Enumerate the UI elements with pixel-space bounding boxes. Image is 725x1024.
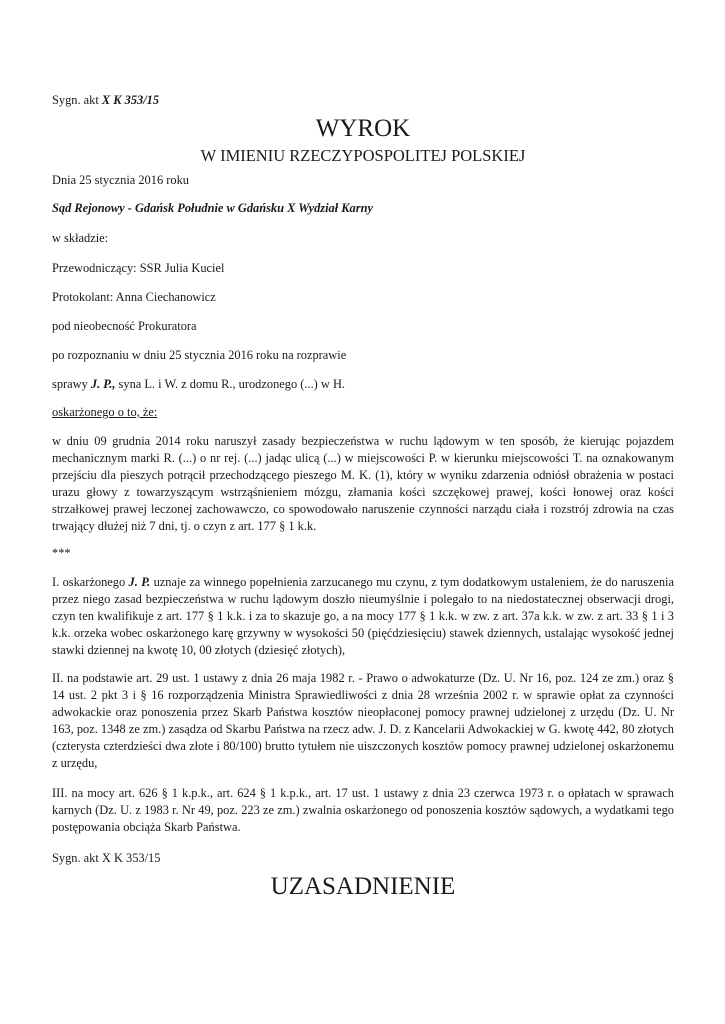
verdict-subtitle: W IMIENIU RZECZYPOSPOLITEJ POLSKIEJ — [200, 146, 526, 165]
verdict-point-1-prefix: I. oskarżonego — [52, 575, 129, 589]
charge-text: w dniu 09 grudnia 2014 roku naruszył zasady bezpieczeństwa w ruchu lądowym w ten sposób, że kierując pojazdem mechanicznym marki R. (...) o nr rej. (...) jadąc ulicą (...) w miejscowości P. w kierunku miejscowości T. na oznakowanym przejściu dla pieszych potrącił przechodzącego pieszego M. K. (1), który w wyniku zdarzenia odniósł obrażenia w postaci urazu głowy z towarzyszącym wstrząśnieniem mózgu, złamania kości szczękowej prawej, kości łonowej oraz kości strzałkowej prawej leczonej zachowawczo, co spowodowało naruszenie czynności narządu ciała i rozstrój zdrowia na czas trwający dłużej niż 7 dni, tj. o czyn z art. 177 § 1 k.k. — [52, 434, 674, 533]
case-signature — [52, 92, 674, 109]
section-separator: *** — [52, 546, 71, 560]
presiding-judge: Przewodniczący: SSR Julia Kuciel — [52, 261, 225, 275]
court-clerk: Protokolant: Anna Ciechanowicz — [52, 290, 216, 304]
case-signature-number: X K 353/15 — [101, 93, 160, 107]
verdict-point-3: III. na mocy art. 626 § 1 k.p.k., art. 624 § 1 k.p.k., art. 17 ust. 1 ustawy z dnia 23 czerwca 1973 r. o opłatach w sprawach karnych (Dz. U. z 1983 r. Nr 49, poz. 223 ze zm.) zwalnia oskarżonego od ponoszenia kosztów sądowych, a wydatkami tego postępowania obciąża Skarb Państwa. — [52, 786, 674, 834]
court-name: Sąd Rejonowy - Gdańsk Południe w Gdańsku X Wydział Karny — [52, 201, 373, 215]
hearing-info: po rozpoznaniu w dniu 25 stycznia 2016 roku na rozprawie — [52, 348, 347, 362]
case-suffix: syna L. i W. z domu R., urodzonego (...) w H. — [115, 377, 345, 391]
verdict-point-1 — [52, 574, 674, 659]
accused-name: J. P., — [90, 377, 116, 391]
verdict-point-2: II. na podstawie art. 29 ust. 1 ustawy z dnia 26 maja 1982 r. - Prawo o adwokaturze (Dz. U. Nr 16, poz. 124 ze zm.) oraz § 14 ust. 2 pkt 3 i § 16 rozporządzenia Ministra Sprawiedliwości z dnia 28 września 2002 r. w sprawie opłat za czynności adwokackie oraz ponoszenia przez Skarb Państwa kosztów nieopłaconej pomocy prawnej udzielonej z urzędu (Dz. U. Nr 163, poz. 1348 ze zm.) zasądza od Skarbu Państwa na rzecz adw. J. D. z Kancelarii Adwokackiej w G. kwotę 442, 80 złotych (czterysta czterdzieści dwa złote i 80/100) brutto tytułem nie uiszczonych kosztów pomocy prawnej udzielonej oskarżonemu z urzędu, — [52, 671, 674, 770]
composition-label: w składzie: — [52, 231, 109, 245]
verdict-date: Dnia 25 stycznia 2016 roku — [52, 173, 189, 187]
verdict-point-1-name: J. P. — [128, 575, 151, 589]
case-parties — [52, 376, 674, 393]
verdict-title: WYROK — [315, 115, 411, 142]
prosecutor-absence: pod nieobecność Prokuratora — [52, 319, 197, 333]
case-prefix: sprawy — [52, 377, 91, 391]
accused-label: oskarżonego o to, że: — [52, 405, 158, 419]
footer-case-signature: Sygn. akt X K 353/15 — [52, 851, 161, 865]
justification-title: UZASADNIENIE — [270, 873, 456, 900]
case-signature-prefix: Sygn. akt — [52, 93, 102, 107]
verdict-point-1-text: uznaje za winnego popełnienia zarzucanego mu czynu, z tym dodatkowym ustaleniem, że do naruszenia przez niego zasad bezpieczeństwa w ruchu lądowym doszło nieumyślnie i polegało to na niedostatecznej obserwacji drogi, czyn ten kwalifikuje z art. 177 § 1 k.k. i za to skazuje go, a na mocy 177 § 1 k.k. w zw. z art. 37a k.k. w zw. z art. 33 § 1 i 3 k.k. orzeka wobec oskarżonego karę grzywny w wysokości 50 (pięćdziesięciu) stawek dziennych, ustalając wysokość jednej stawki dziennej na kwotę 10, 00 złotych (dziesięć złotych), — [52, 575, 674, 657]
